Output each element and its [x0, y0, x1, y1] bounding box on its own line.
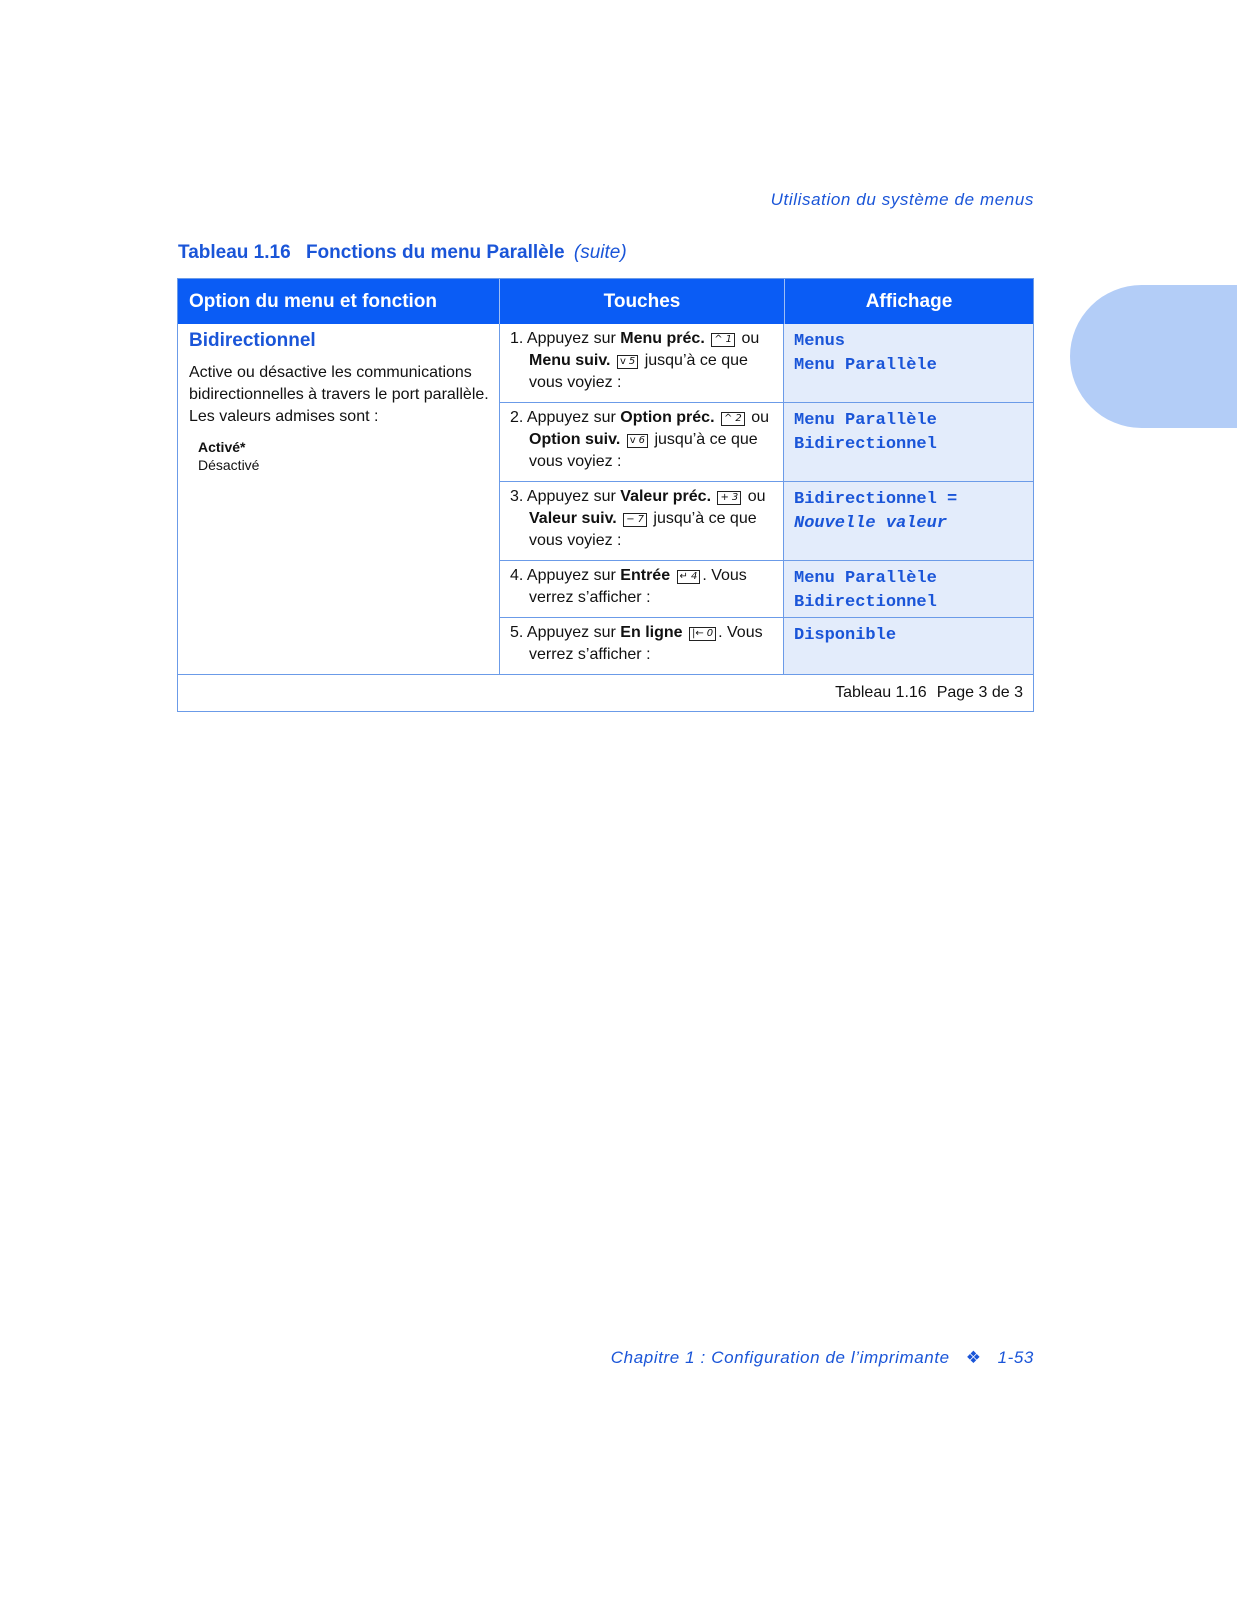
footer-chapter: Chapitre 1 : Configuration de l’imprimante: [610, 1348, 950, 1367]
display-line: Bidirectionnel: [794, 593, 937, 612]
column-header-keys: Touches: [500, 279, 785, 324]
key-digit: 6: [638, 435, 646, 446]
table-title-suite: (suite): [573, 242, 627, 263]
running-header: Utilisation du système de menus: [770, 190, 1034, 209]
key-digit: 7: [637, 514, 644, 525]
display-line: Menu Parallèle: [794, 411, 937, 430]
table-title: [178, 242, 627, 264]
step-number: 5.: [510, 624, 524, 641]
table-body: [178, 324, 1033, 674]
step-text: Appuyez sur: [526, 624, 621, 641]
display-cell: [784, 482, 1033, 560]
table-row: [500, 561, 1033, 618]
key-name: Entrée: [620, 567, 671, 584]
key-name: Valeur suiv.: [529, 510, 617, 527]
online-key-icon: [689, 627, 716, 641]
display-cell: [784, 618, 1033, 674]
step-text: Appuyez sur: [526, 409, 621, 426]
down-arrow-key-icon: [617, 355, 638, 369]
step-instruction: [500, 324, 784, 402]
display-line: Nouvelle valeur: [794, 514, 948, 533]
step-number: 4.: [510, 567, 524, 584]
option-value-default: Activé*: [198, 439, 246, 455]
step-text: ou: [747, 488, 766, 505]
table-footer: [178, 674, 1033, 711]
table-row: [500, 618, 1033, 674]
down-arrow-key-icon: [627, 434, 648, 448]
minus-key-icon: [623, 513, 647, 527]
display-line: Menu Parallèle: [794, 356, 937, 375]
display-line: Disponible: [794, 626, 897, 645]
display-line: Menus: [794, 332, 846, 351]
enter-key-icon: [677, 570, 701, 584]
key-glyph: |←: [691, 628, 704, 639]
column-header-display: Affichage: [865, 290, 953, 312]
key-glyph: ↵: [679, 571, 688, 582]
step-text: jusqu’à ce que vous voyiez :: [529, 352, 748, 391]
key-digit: 4: [690, 571, 698, 582]
step-text: Appuyez sur: [526, 488, 621, 505]
page-footer: [611, 1348, 1034, 1368]
option-cell: [178, 324, 500, 674]
table-row: [500, 324, 1033, 403]
key-glyph: v: [619, 356, 626, 367]
display-line: Bidirectionnel: [794, 435, 937, 454]
table-number: Tableau 1.16: [178, 242, 291, 263]
key-name: Menu suiv.: [529, 352, 611, 369]
option-value: Désactivé: [198, 457, 260, 473]
key-name: En ligne: [620, 624, 683, 641]
key-glyph: v: [629, 435, 636, 446]
menu-function-table: [177, 278, 1034, 712]
key-glyph: ^: [714, 334, 723, 345]
table-header-row: [178, 279, 1033, 324]
key-name: Option préc.: [620, 409, 715, 426]
page-number: 1-53: [997, 1348, 1034, 1367]
option-description: Active ou désactive les communications bidirectionnelles à travers le port parallèle. Les valeurs admises sont :: [189, 364, 489, 425]
table-title-text: Fonctions du menu Parallèle: [305, 242, 565, 263]
plus-key-icon: [717, 491, 741, 505]
up-arrow-key-icon: [721, 412, 745, 426]
key-name: Menu préc.: [620, 330, 705, 347]
key-digit: 3: [731, 492, 739, 503]
step-number: 1.: [510, 330, 524, 347]
display-cell: [784, 561, 1033, 617]
step-instruction: [500, 618, 784, 674]
diamond-separator-icon: ❖: [965, 1348, 982, 1367]
step-text: jusqu’à ce que vous voyiez :: [529, 431, 758, 470]
step-text: Appuyez sur: [526, 567, 621, 584]
key-digit: 1: [725, 334, 732, 345]
step-text: ou: [741, 330, 760, 347]
table-footer-page: Page 3 de 3: [936, 684, 1023, 701]
key-digit: 0: [706, 628, 714, 639]
step-text: jusqu’à ce que vous voyiez :: [529, 510, 757, 549]
steps-column: [500, 324, 1033, 674]
table-row: [500, 482, 1033, 561]
step-instruction: [500, 403, 784, 481]
key-name: Option suiv.: [529, 431, 621, 448]
key-glyph: ^: [723, 413, 733, 424]
column-header-option: Option du menu et fonction: [178, 279, 500, 324]
display-cell: [784, 403, 1033, 481]
step-text: Appuyez sur: [526, 330, 621, 347]
chapter-side-tab: [1070, 285, 1237, 428]
key-name: Valeur préc.: [620, 488, 712, 505]
up-arrow-key-icon: [711, 333, 735, 347]
step-text: . Vous verrez s’afficher :: [529, 567, 747, 606]
step-instruction: [500, 482, 784, 560]
step-text: ou: [751, 409, 769, 426]
display-line: Bidirectionnel =: [794, 490, 958, 509]
table-footer-ref: Tableau 1.16: [835, 684, 927, 701]
option-name: Bidirectionnel: [189, 330, 316, 351]
step-number: 3.: [510, 488, 524, 505]
step-instruction: [500, 561, 784, 617]
key-digit: 5: [628, 356, 636, 367]
key-glyph: +: [720, 492, 729, 503]
step-text: . Vous verrez s’afficher :: [529, 624, 763, 663]
table-row: [500, 403, 1033, 482]
key-glyph: −: [626, 514, 635, 525]
display-line: Menu Parallèle: [794, 569, 937, 588]
key-digit: 2: [735, 413, 742, 424]
display-cell: [784, 324, 1033, 402]
step-number: 2.: [510, 409, 524, 426]
